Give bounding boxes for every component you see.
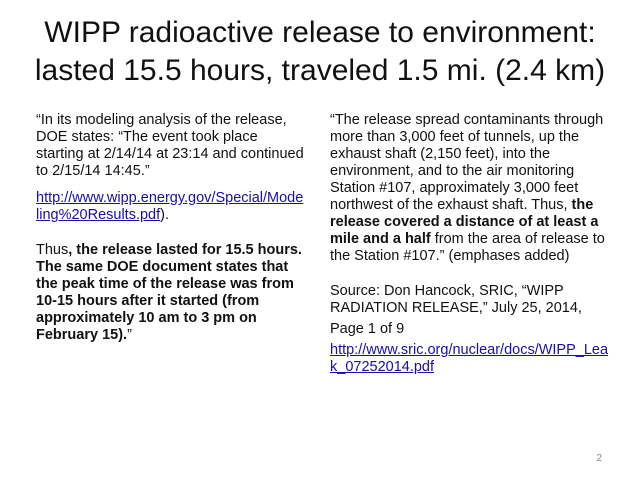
source-citation: Source: Don Hancock, SRIC, “WIPP RADIATION RELEASE,” July 25, 2014, (330, 283, 582, 316)
right-column (330, 112, 610, 386)
release-spread-paragraph (330, 112, 610, 265)
doe-link-suffix: ). (160, 207, 169, 223)
release-duration-prefix: Thus (36, 242, 69, 258)
release-spread-text: “The release spread contaminants through more than 3,000 feet of tunnels, up the exhaust shaft (2,150 feet), into the environment, and to the air monitoring Station #107, approximately 3,000 feet northwest of the exhaust shaft. Thus, (330, 112, 604, 213)
page-info: Page 1 of 9 (330, 321, 405, 337)
doe-link-paragraph (36, 190, 306, 224)
sric-link-paragraph (330, 342, 610, 376)
doe-quote: “In its modeling analysis of the release, DOE states: “The event took place starting at 2/14/14 at 23:14 and continued to 2/15/14 14:45.” (36, 112, 304, 179)
release-duration-paragraph (36, 242, 306, 344)
release-duration-suffix: ” (127, 327, 132, 343)
doe-modeling-link[interactable]: http://www.wipp.energy.gov/Special/Modeling%20Results.pdf (36, 190, 304, 223)
release-duration-bold: , the release lasted for 15.5 hours. The same DOE document states that the peak time of the release was from 10-15 hours after it started (from approximately 10 am to 3 pm on February 15). (36, 242, 302, 343)
release-spread-end: from the area of release to the Station #107.” (emphases added) (330, 231, 605, 264)
release-spread-bold: the release covered a distance of at least a mile and a half (330, 197, 599, 247)
title-line-2: lasted 15.5 hours, traveled 1.5 mi. (2.4 km) (34, 54, 606, 87)
sric-report-link[interactable]: http://www.sric.org/nuclear/docs/WIPP_Leak_07252014.pdf (330, 342, 609, 375)
slide-title (20, 14, 620, 90)
left-column (36, 112, 306, 354)
page-number: 2 (596, 453, 602, 464)
title-line-1: WIPP radioactive release to environment: (44, 16, 596, 49)
